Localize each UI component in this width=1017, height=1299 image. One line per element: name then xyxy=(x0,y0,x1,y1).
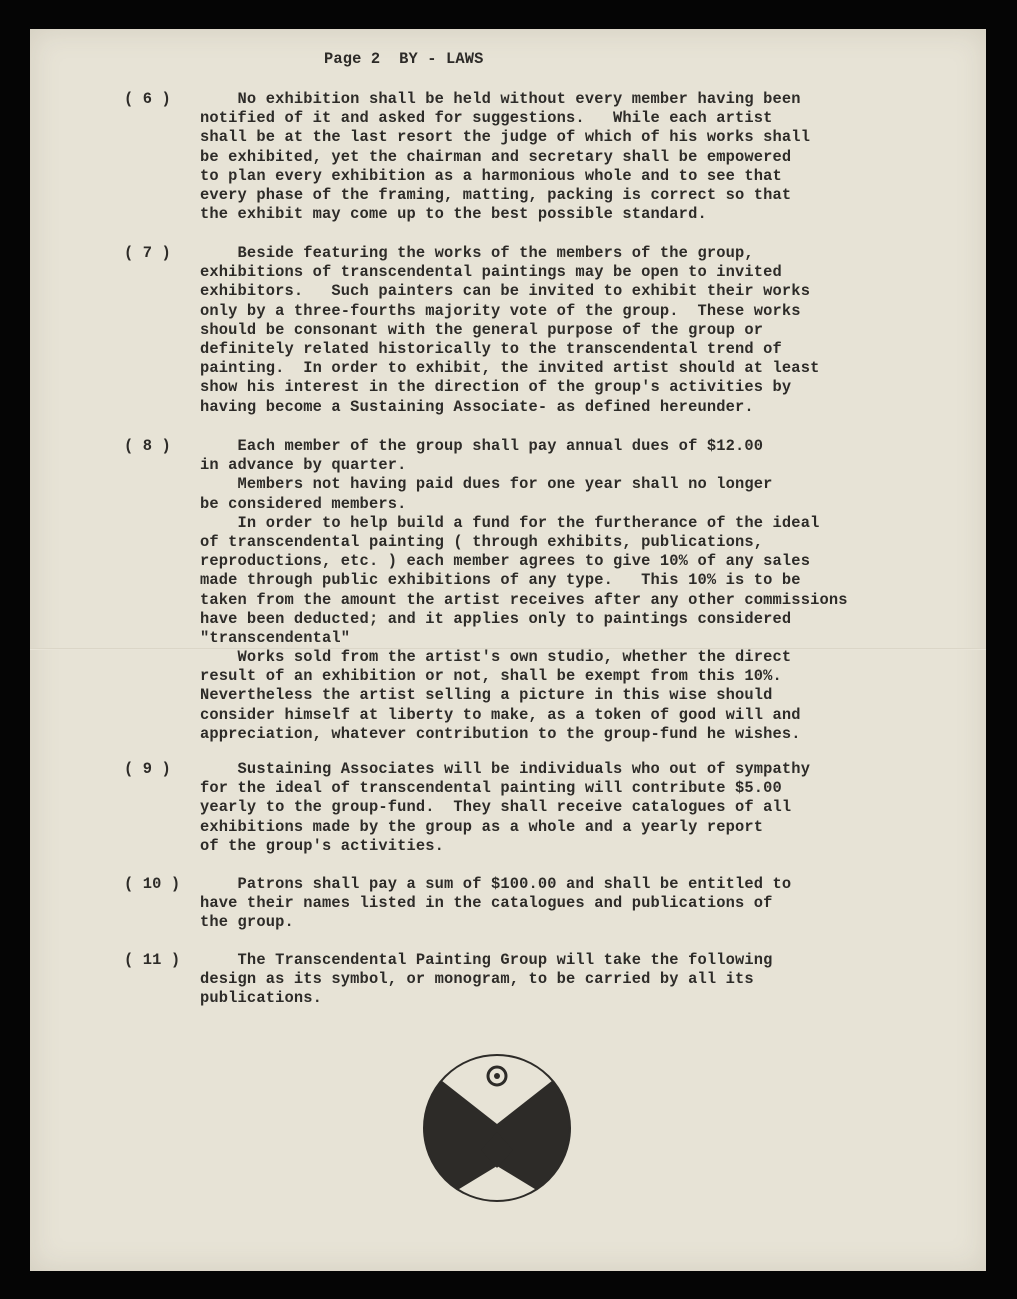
text-line: Nevertheless the artist selling a picture in this wise should xyxy=(200,686,773,705)
clause-number: ( 6 ) xyxy=(124,90,171,108)
clause-text xyxy=(200,951,773,1009)
text-line: the group. xyxy=(200,913,294,932)
text-line: be considered members. xyxy=(200,494,407,513)
text-line: shall be at the last resort the judge of which of his works shall xyxy=(200,128,811,147)
text-line: for the ideal of transcendental painting will contribute $5.00 xyxy=(200,779,782,798)
text-line: Members not having paid dues for one year shall no longer xyxy=(200,475,773,494)
text-line: In order to help build a fund for the furtherance of the ideal xyxy=(200,513,820,532)
text-line: in advance by quarter. xyxy=(200,456,407,475)
text-line: taken from the amount the artist receives after any other commissions xyxy=(200,590,848,609)
clause-text xyxy=(200,760,810,856)
clause-text xyxy=(200,244,819,417)
text-line: every phase of the framing, matting, packing is correct so that xyxy=(200,185,792,204)
text-line: No exhibition shall be held without every member having been xyxy=(200,90,801,108)
text-line: "transcendental" xyxy=(200,628,351,647)
clause-text xyxy=(200,437,848,744)
text-line: The Transcendental Painting Group will take the following xyxy=(200,951,773,969)
text-line: Beside featuring the works of the members of the group, xyxy=(200,244,754,262)
text-line: notified of it and asked for suggestions. While each artist xyxy=(200,109,773,128)
text-line: Each member of the group shall pay annual dues of $12.00 xyxy=(200,437,764,455)
text-line: Works sold from the artist's own studio, whether the direct xyxy=(200,648,792,667)
text-line: should be consonant with the general purpose of the group or xyxy=(200,320,764,339)
clause-number: ( 8 ) xyxy=(124,437,171,455)
clause-number: ( 7 ) xyxy=(124,244,171,262)
clause-number: ( 9 ) xyxy=(124,760,171,778)
text-line: of the group's activities. xyxy=(200,836,445,855)
text-line: have been deducted; and it applies only to paintings considered xyxy=(200,609,792,628)
text-line: be exhibited, yet the chairman and secretary shall be empowered xyxy=(200,147,792,166)
text-line: made through public exhibitions of any type. This 10% is to be xyxy=(200,571,801,590)
text-line: Patrons shall pay a sum of $100.00 and shall be entitled to xyxy=(200,875,792,893)
text-line: result of an exhibition or not, shall be exempt from this 10%. xyxy=(200,667,782,686)
text-line: exhibitions made by the group as a whole and a yearly report xyxy=(200,817,764,836)
text-line: exhibitions of transcendental paintings may be open to invited xyxy=(200,263,782,282)
text-line: definitely related historically to the transcendental trend of xyxy=(200,339,782,358)
text-line: the exhibit may come up to the best possible standard. xyxy=(200,205,707,224)
text-line: painting. In order to exhibit, the invited artist should at least xyxy=(200,359,820,378)
transcendental-painting-group-monogram-icon xyxy=(423,1054,571,1202)
text-line: appreciation, whatever contribution to the group-fund he wishes. xyxy=(200,724,801,743)
text-line: to plan every exhibition as a harmonious whole and to see that xyxy=(200,166,782,185)
text-line: reproductions, etc. ) each member agrees to give 10% of any sales xyxy=(200,552,811,571)
text-line: having become a Sustaining Associate- as defined hereunder. xyxy=(200,397,754,416)
clause-text xyxy=(200,90,810,224)
text-line: have their names listed in the catalogues and publications of xyxy=(200,894,773,913)
text-line: yearly to the group-fund. They shall receive catalogues of all xyxy=(200,798,792,817)
text-line: of transcendental painting ( through exhibits, publications, xyxy=(200,532,764,551)
text-line: Sustaining Associates will be individuals who out of sympathy xyxy=(200,760,811,778)
text-line: publications. xyxy=(200,989,323,1008)
text-line: consider himself at liberty to make, as a token of good will and xyxy=(200,705,801,724)
page-header: Page 2 BY - LAWS xyxy=(324,50,484,68)
clause-number: ( 11 ) xyxy=(124,951,181,969)
text-line: only by a three-fourths majority vote of the group. These works xyxy=(200,301,801,320)
clause-text xyxy=(200,875,791,933)
text-line: design as its symbol, or monogram, to be carried by all its xyxy=(200,970,754,989)
text-line: exhibitors. Such painters can be invited to exhibit their works xyxy=(200,282,811,301)
clause-number: ( 10 ) xyxy=(124,875,181,893)
document-page xyxy=(30,29,986,1271)
text-line: show his interest in the direction of the group's activities by xyxy=(200,378,792,397)
